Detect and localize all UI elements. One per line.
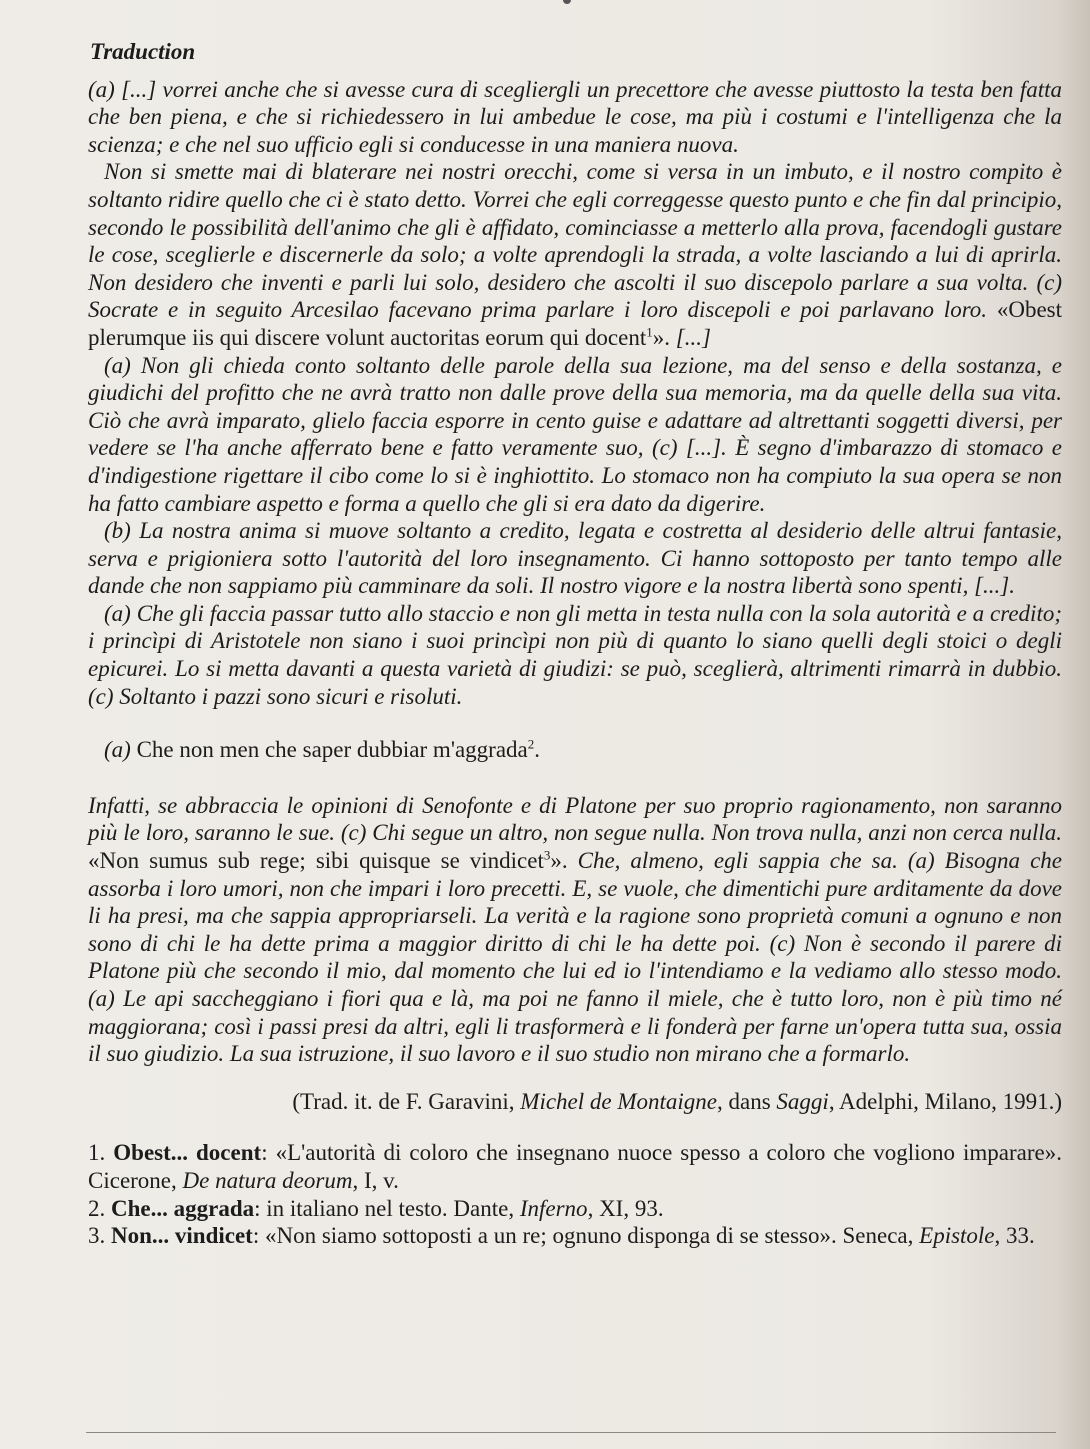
dante-quote <box>104 736 1062 764</box>
footnote-ref-1: 1 <box>646 324 653 340</box>
footnote-term: Obest... docent <box>113 1140 262 1166</box>
paragraph-2 <box>88 158 1062 351</box>
paragraph-1: (a) [...] vorrei anche che si avesse cura di scegliergli un precettore che avesse piuttosto la testa ben fatta che ben piena, e che si richiedessero in lui ambedue le cose, ma più i costumi e l'intelligenza che la scienza; e che nel suo ufficio egli si conducesse in una maniera nuova. <box>88 76 1062 157</box>
paragraph-3: (a) Non gli chieda conto soltanto delle parole della sua lezione, ma del senso e della sostanza, e giudichi del profitto che ne avrà tratto non dalle prove della sua memoria, ma da quelle della sua vita. Ciò che avrà imparato, glielo faccia esporre in cento guise e adattare ad altrettanti soggetti diversi, per vedere se l'ha anche afferrato bene e fatto veramente suo, (c) [...]. È segno d'imbarazzo di stomaco e d'indigestione rigettare il cibo come lo si è inghiottito. Lo stomaco non ha compiuto la sua opera se non ha fatto cambiare aspetto e forma a quello che gli si era dato da digerire. <box>88 352 1062 516</box>
footnote-3 <box>88 1222 1062 1250</box>
footnote-term: Non... vindicet <box>111 1223 253 1249</box>
latin-quote-1: «Obest plerumque iis qui discere volunt auctoritas eorum qui docent <box>88 297 1062 350</box>
footnote-work: Inferno <box>519 1195 588 1221</box>
latin-quote-3-end: ». <box>550 848 568 874</box>
footnote-ref-3: 3 <box>543 847 551 863</box>
footnote-text: : «L'autorità di coloro che insegnano nuoce spesso a coloro che vogliono imparare». Cicerone, <box>88 1140 1062 1193</box>
footnotes <box>88 1139 1062 1249</box>
footnote-text-end: , XI, 93. <box>587 1195 664 1221</box>
paragraph-6 <box>88 792 1062 1068</box>
latin-quote-1-end: ». <box>652 324 676 350</box>
reference-work: Saggi <box>776 1088 829 1114</box>
dante-quote-mark: (a) <box>104 737 131 763</box>
footnote-text: : «Non siamo sottoposti a un re; ognuno disponga di se stesso». Seneca, <box>252 1223 920 1249</box>
paragraph-2-text: Non si smette mai di blaterare nei nostri orecchi, come si versa in un imbuto, e il nostro compito è soltanto ridire quello che ci è stato detto. Vorrei che egli correggesse questo punto e che fin dal principio, secondo le possibilità dell'animo che gli è affidato, cominciasse a metterlo alla prova, facendogli gustare le cose, sceglierle e discernerle da solo; a volte aprendogli la strada, a volte lasciando a lui di aprirla. Non desidero che inventi e parli lui solo, desidero che ascolti il suo discepolo parlare a sua volta. (c) Socrate e in seguito Arcesilao facevano prima parlare i loro discepoli e poi parlavano loro. <box>88 159 1062 323</box>
reference-prefix: (Trad. it. de F. Garavini, <box>292 1088 521 1114</box>
paragraph-6-part-b: Che, almeno, egli sappia che sa. (a) Bisogna che assorba i loro umori, non che impari i loro precetti. E, se vuole, che dimentichi pure arditamente da dove li ha presi, ma che sappia appropriarseli. La verità e la ragione sono proprietà comuni a ognuno e non sono di chi le ha dette prima a maggior diritto di chi le ha dette poi. (c) Non è secondo il parere di Platone più che secondo il mio, dal momento che lui ed io l'intendiamo e la vediamo allo stesso modo. (a) Le api saccheggiano i fiori qua e là, ma poi ne fanno il miele, che è tutto loro, non è più timo né maggiorana; così i passi presi da altri, egli li trasformerà e li fonderà per farne un'opera tutta sua, ossia il suo giudizio. La sua istruzione, il suo lavoro e il suo studio non mirano che a formarlo. <box>88 848 1062 1067</box>
footnote-2 <box>88 1195 1062 1223</box>
paragraph-5: (a) Che gli faccia passar tutto allo staccio e non gli metta in testa nulla con la sola autorità e a credito; i princìpi di Aristotele non siano i suoi princìpi non più di quanto lo siano quelli degli stoici o degli epicurei. Lo si metta davanti a questa varietà di giudizi: se può, sceglierà, altrimenti rimarrà in dubbio. (c) Soltanto i pazzi sono sicuri e risoluti. <box>88 600 1062 709</box>
dante-quote-text: Che non men che saper dubbiar m'aggrada <box>130 737 528 763</box>
translation-reference <box>88 1088 1062 1116</box>
page-top-mark <box>563 0 571 4</box>
footnote-ref-2: 2 <box>527 736 535 752</box>
page-content <box>88 38 1062 1250</box>
reference-mid: , dans <box>717 1088 777 1114</box>
footnote-1 <box>88 1139 1062 1194</box>
paragraph-4: (b) La nostra anima si muove soltanto a credito, legata e costretta al desiderio delle altrui fantasie, serva e prigioniera sotto l'autorità del loro insegnamento. Ci hanno sottoposto per tanto tempo alle dande che non sappiamo più camminare da soli. Il nostro vigore e la nostra libertà sono spenti, [...]. <box>88 518 1062 599</box>
footnote-work: Epistole <box>919 1223 995 1249</box>
reference-suffix: , Adelphi, Milano, 1991.) <box>828 1088 1062 1114</box>
latin-quote-3: «Non sumus sub rege; sibi quisque se vindicet <box>88 848 544 874</box>
footnote-text: : in italiano nel testo. Dante, <box>254 1195 520 1221</box>
footnote-text-end: , 33. <box>994 1223 1035 1249</box>
dante-quote-end: . <box>534 737 540 763</box>
footnote-text-end: , I, v. <box>352 1167 399 1193</box>
footnote-number: 3. <box>88 1223 111 1249</box>
footnote-number: 1. <box>88 1140 114 1166</box>
section-title: Traduction <box>90 39 196 64</box>
footnote-work: De natura deorum <box>182 1167 353 1193</box>
paragraph-6-part-a: Infatti, se abbraccia le opinioni di Senofonte e di Platone per suo proprio ragionamento, non saranno più le loro, saranno le sue. (c) Chi segue un altro, non segue nulla. Non trova nulla, anzi non cerca nulla. <box>88 792 1062 846</box>
footnote-number: 2. <box>88 1195 111 1221</box>
reference-author: Michel de Montaigne <box>520 1088 717 1114</box>
paragraph-2-tail: [...] <box>675 324 711 350</box>
footnote-term: Che... aggrada <box>111 1195 255 1221</box>
bottom-rule <box>86 1432 1056 1433</box>
